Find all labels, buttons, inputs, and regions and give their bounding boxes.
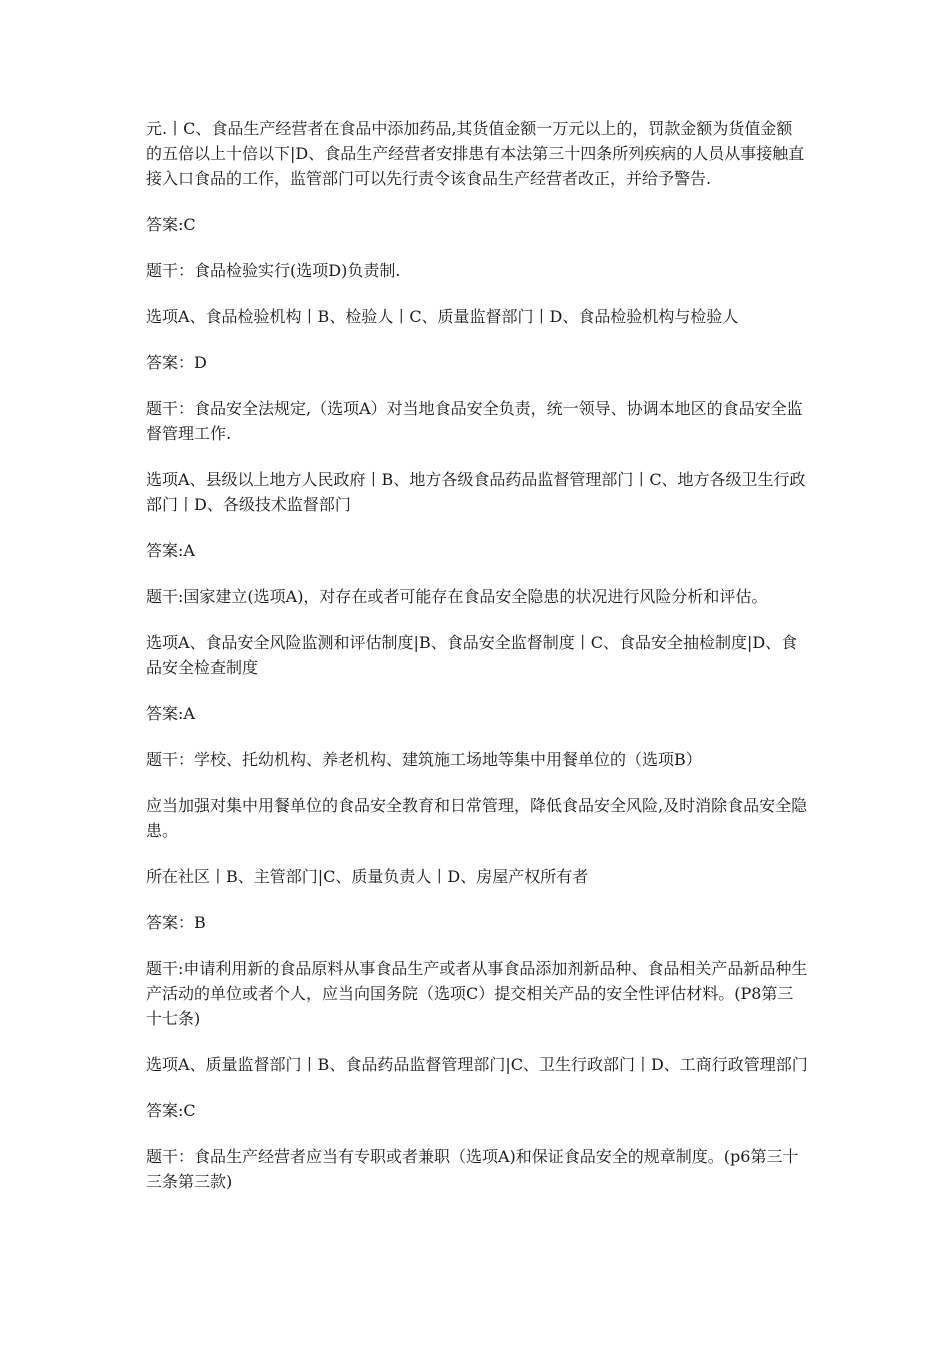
options-inspection: 选项A、食品检验机构丨B、检验人丨C、质量监督部门丨D、食品检验机构与检验人 (146, 307, 739, 326)
question-stem-responsibility: 题干：食品安全法规定,（选项A）对当地食品安全负责，统一领导、协调本地区的食品安全监督管理工作. (146, 399, 803, 443)
options-canteen: 所在社区丨B、主管部门|C、质量负责人丨D、房屋产权所有者 (146, 867, 589, 886)
question-stem-inspection: 题干：食品检验实行(选项D)负责制. (146, 261, 401, 280)
question-stem-new-materials: 题干:申请利用新的食品原料从事食品生产或者从事食品添加剂新品种、食品相关产品新品种生产活动的单位或者个人，应当向国务院（选项C）提交相关产品的安全性评估材料。(P8第三十七条) (146, 959, 808, 1028)
answer-6: 答案:C (146, 1101, 196, 1120)
answer-4: 答案:A (146, 704, 195, 723)
question-stem-staff: 题干：食品生产经营者应当有专职或者兼职（选项A)和保证食品安全的规章制度。(p6第三十三条第三款) (146, 1147, 799, 1191)
answer-2: 答案：D (146, 353, 207, 372)
document-page (146, 116, 808, 1215)
answer-1: 答案:C (146, 215, 196, 234)
options-responsibility: 选项A、县级以上地方人民政府丨B、地方各级食品药品监督管理部门丨C、地方各级卫生行政部门丨D、各级技术监督部门 (146, 470, 806, 514)
question-stem-canteen-continued: 应当加强对集中用餐单位的食品安全教育和日常管理，降低食品安全风险,及时消除食品安全隐患。 (146, 796, 808, 840)
question-stem-risk: 题干:国家建立(选项A)，对存在或者可能存在食品安全隐患的状况进行风险分析和评估。 (146, 587, 768, 606)
answer-3: 答案:A (146, 541, 195, 560)
answer-5: 答案：B (146, 913, 206, 932)
question-stem-canteen: 题干：学校、托幼机构、养老机构、建筑施工场地等集中用餐单位的（选项B） (146, 750, 702, 769)
paragraph-penalty-options: 元.丨C、食品生产经营者在食品中添加药品,其货值金额一万元以上的，罚款金额为货值金额的五倍以上十倍以下|D、食品生产经营者安排患有本法第三十四条所列疾病的人员从事接触直接入口食品的工作，监管部门可以先行责令该食品生产经营者改正，并给予警告. (146, 119, 805, 188)
options-new-materials: 选项A、质量监督部门丨B、食品药品监督管理部门|C、卫生行政部门丨D、工商行政管理部门 (146, 1055, 808, 1074)
options-risk: 选项A、食品安全风险监测和评估制度|B、食品安全监督制度丨C、食品安全抽检制度|D、食品安全检查制度 (146, 633, 798, 677)
